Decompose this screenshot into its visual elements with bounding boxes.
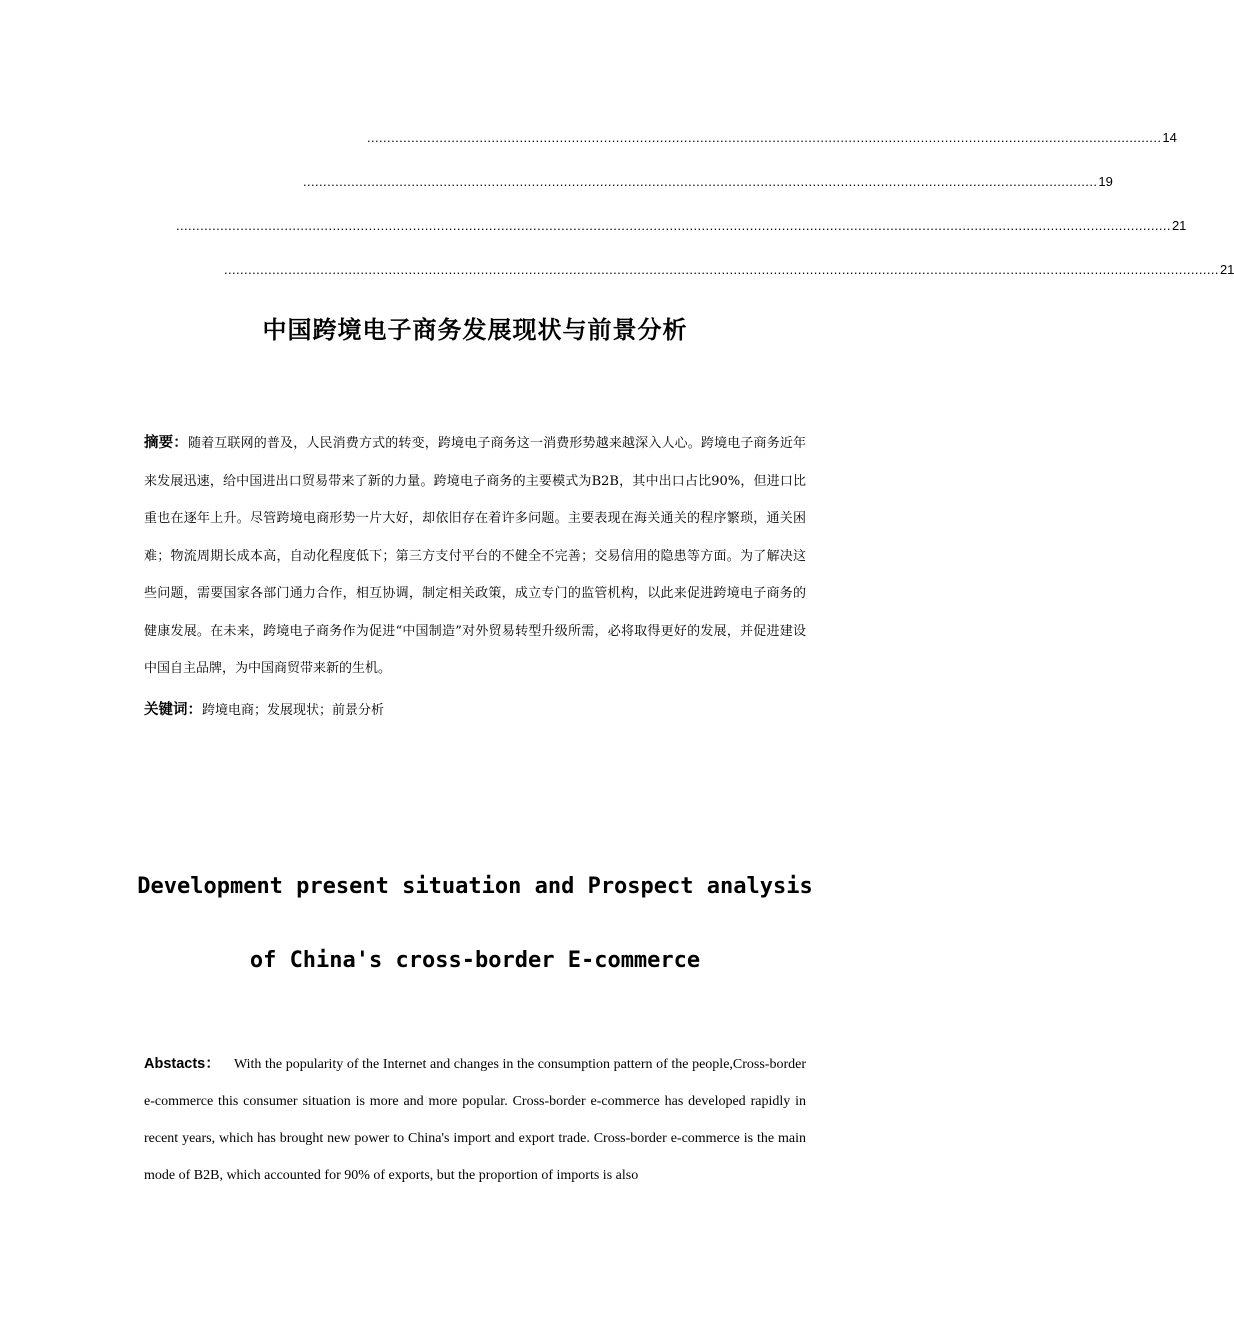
english-title-line-1: Development present situation and Prospect analysis xyxy=(137,874,813,899)
toc-leader-dots: ...................................................................................................................................................................................................... xyxy=(367,130,1162,145)
toc-leader-dots: ...................................................................................................................................................................................................... xyxy=(303,174,1098,189)
toc-page-number: 14 xyxy=(1162,130,1177,145)
toc-line-3[interactable] xyxy=(176,218,1187,234)
toc-page-number: 21 xyxy=(1219,262,1234,277)
toc-page-number: 21 xyxy=(1171,218,1187,233)
chinese-abstract-text: 随着互联网的普及，人民消费方式的转变，跨境电子商务这一消费形势越来越深入人心。跨境电子商务近年来发展迅速，给中国进出口贸易带来了新的力量。跨境电子商务的主要模式为B2B，其中出口占比90%，但进口比重也在逐年上升。尽管跨境电商形势一片大好，却依旧存在着许多问题。主要表现在海关通关的程序繁琐，通关困难；物流周期长成本高，自动化程度低下；第三方支付平台的不健全不完善；交易信用的隐患等方面。为了解决这些问题，需要国家各部门通力合作，相互协调，制定相关政策，成立专门的监管机构，以此来促进跨境电子商务的健康发展。在未来，跨境电子商务作为促进“中国制造”对外贸易转型升级所需，必将取得更好的发展，并促进建设中国自主品牌，为中国商贸带来新的生机。 xyxy=(144,436,806,676)
toc-line-4[interactable] xyxy=(224,262,1234,278)
english-title-line-2: of China's cross-border E-commerce xyxy=(249,948,701,973)
toc-line-2[interactable] xyxy=(303,174,1113,190)
keywords-text: 跨境电商；发展现状；前景分析 xyxy=(202,703,385,718)
english-abstract-text: With the popularity of the Internet and changes in the consumption pattern of the people,Cross-border e-commerce this consumer situation is more and more popular. Cross-border e-commerce has developed rapidly in recent years, which has brought new power to China's import and export trade. Cross-border e-commerce is the main mode of B2B, which accounted for 90% of exports, but the proportion of imports is also xyxy=(144,1057,806,1183)
toc-line-1[interactable] xyxy=(367,130,1177,146)
keywords xyxy=(144,697,806,724)
english-abstract-label: Abstacts： xyxy=(144,1056,220,1072)
toc-leader-dots: ........................................................................................................................................................................................................................................................ xyxy=(224,262,1219,277)
english-title xyxy=(0,850,950,998)
chinese-title: 中国跨境电子商务发展现状与前景分析 xyxy=(262,316,688,344)
chinese-abstract xyxy=(144,425,806,688)
chinese-abstract-label: 摘要： xyxy=(144,435,188,451)
keywords-label: 关键词： xyxy=(144,702,202,718)
toc-page-number: 19 xyxy=(1098,174,1113,189)
english-abstract xyxy=(144,1046,806,1194)
toc-leader-dots: ........................................................................................................................................................................................................................................................ xyxy=(176,218,1171,233)
